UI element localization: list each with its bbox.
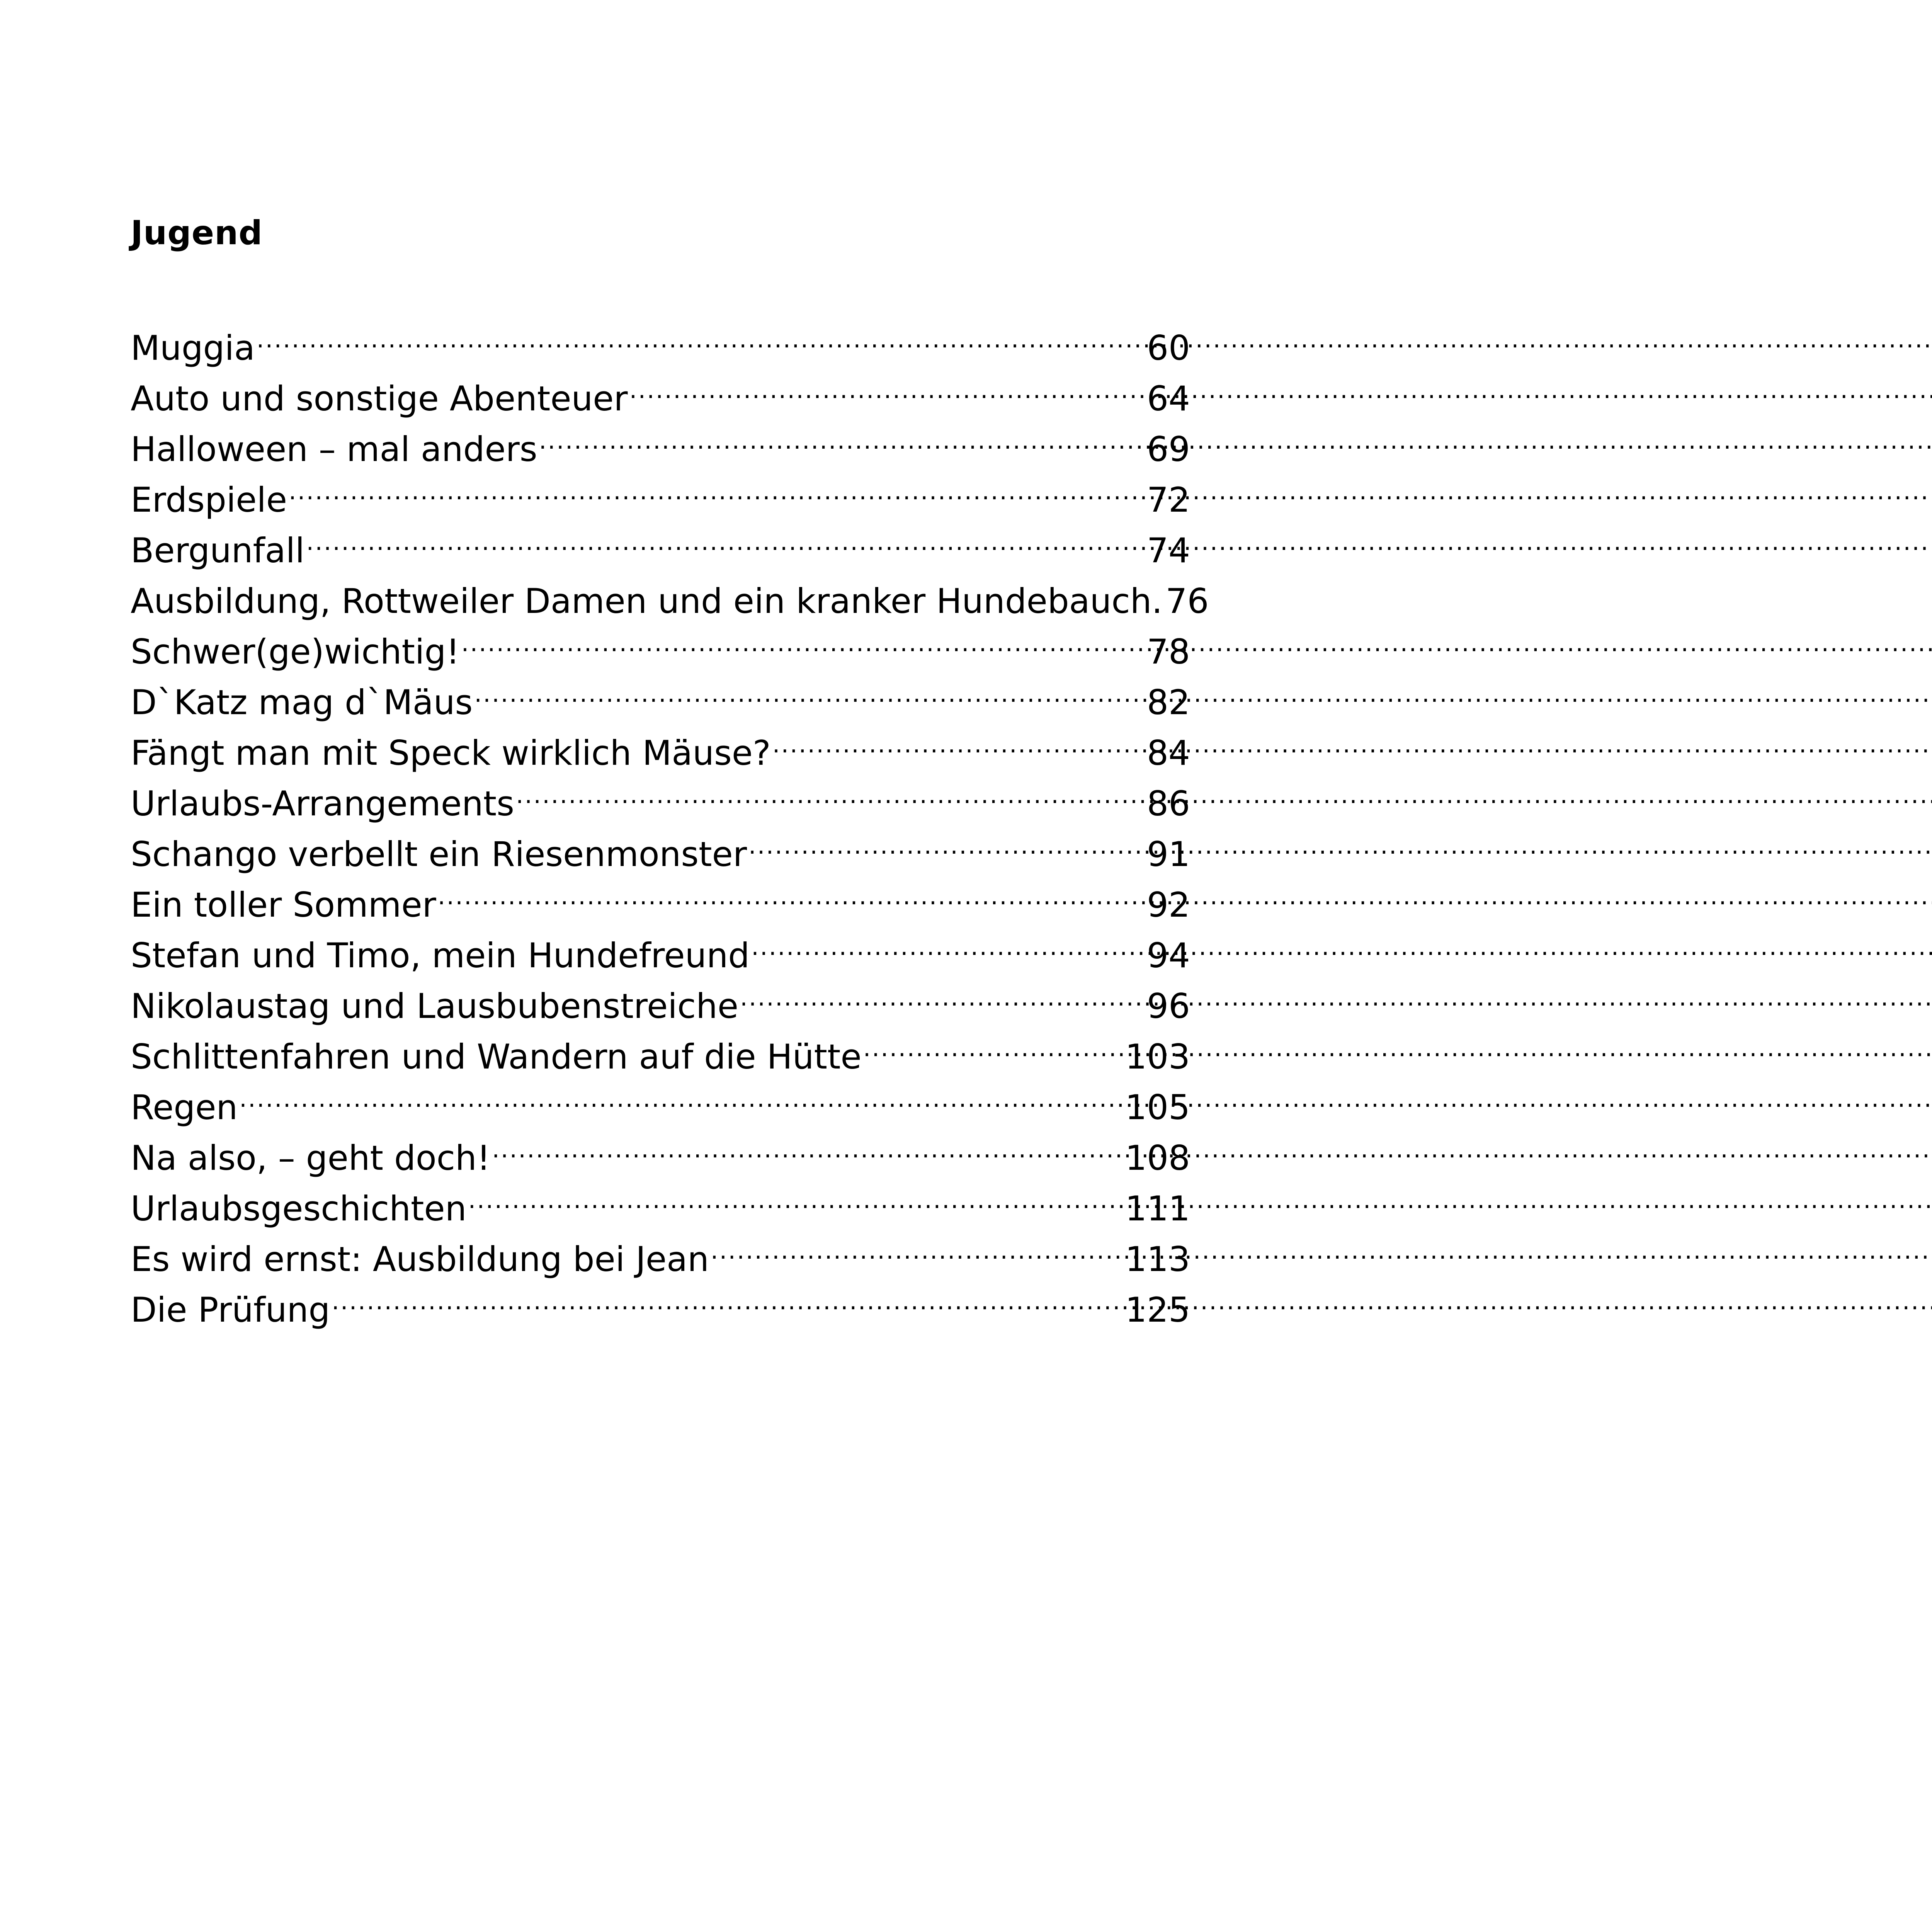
toc-entry-title: Schango verbellt ein Riesenmonster [131,834,747,874]
toc-dot-leader [257,309,1145,360]
toc-entry-page: 96 [1147,986,1190,1026]
toc-entry-page: 69 [1147,429,1190,469]
toc-entry-page: 108 [1125,1138,1190,1178]
toc-entry[interactable] [131,1119,1190,1178]
toc-entry-title: Ausbildung, Rottweiler Damen und ein kranker Hundebauch. [131,581,1163,621]
toc-entry-page: 91 [1147,834,1190,874]
toc-entry-page: 78 [1147,632,1190,672]
toc-dot-leader [306,512,1145,562]
toc-dot-leader [461,613,1145,664]
toc-entry-title: Es wird ernst: Ausbildung bei Jean [131,1239,709,1279]
toc-entry-title: Urlaubsgeschichten [131,1189,467,1229]
toc-entry-title: Regen [131,1087,238,1127]
toc-dot-leader [474,664,1145,714]
toc-entry-page: 113 [1125,1239,1190,1279]
toc-dot-leader [740,967,1145,1018]
toc-entry-title: Bergunfall [131,531,305,570]
toc-entry-page: 125 [1125,1290,1190,1330]
toc-entry-title: Ein toller Sommer [131,885,436,925]
toc-dot-leader [332,1271,1124,1322]
toc-entry-title: Na also, – geht doch! [131,1138,491,1178]
toc-dot-leader [772,714,1145,765]
toc-entry-page: 105 [1125,1087,1190,1127]
toc-entry-title: Auto und sonstige Abenteuer [131,379,628,419]
toc-entry-page: 84 [1147,733,1190,773]
toc-dot-leader [629,360,1145,410]
toc-entry-title: Fängt man mit Speck wirklich Mäuse? [131,733,771,773]
toc-entry-title: Muggia [131,328,255,368]
toc-entry-page: 82 [1147,682,1190,722]
toc-entry-title: Nikolaustag und Lausbubenstreiche [131,986,739,1026]
toc-entry-title: Schlittenfahren und Wandern auf die Hütte [131,1037,862,1077]
toc-entry-page: 74 [1147,531,1190,570]
toc-entry-page: 72 [1147,480,1190,520]
toc-dot-leader [289,461,1145,512]
toc-dot-leader [539,410,1145,461]
section-heading: Jugend [131,214,263,252]
toc-entry-title: Halloween – mal anders [131,429,537,469]
toc-dot-leader [863,1018,1124,1069]
toc-entry[interactable] [131,512,1190,570]
toc-entry-page: 64 [1147,379,1190,419]
toc-entry-page: 86 [1147,784,1190,824]
toc-entry[interactable] [131,360,1190,419]
table-of-contents [131,309,1209,1330]
toc-dot-leader [751,917,1145,967]
toc-entry[interactable] [131,461,1190,520]
toc-entry-page: 111 [1125,1189,1190,1229]
toc-dot-leader [468,1170,1124,1220]
toc-dot-leader [516,765,1145,815]
toc-entry-page: 92 [1147,885,1190,925]
toc-dot-leader [239,1069,1124,1119]
toc-entry-page: 76 [1165,581,1209,621]
toc-dot-leader [711,1220,1124,1271]
toc-entry-title: Schwer(ge)wichtig! [131,632,460,672]
toc-entry-page: 60 [1147,328,1190,368]
toc-entry-title: Erdspiele [131,480,287,520]
toc-dot-leader [438,866,1145,917]
toc-entry[interactable] [131,309,1190,368]
toc-dot-leader [492,1119,1124,1170]
toc-entry-title: D`Katz mag d`Mäus [131,682,473,722]
toc-entry-title: Stefan und Timo, mein Hundefreund [131,936,750,975]
toc-entry-title: Die Prüfung [131,1290,330,1330]
toc-entry[interactable] [131,1069,1190,1127]
toc-entry-page: 103 [1125,1037,1190,1077]
toc-entry-page: 94 [1147,936,1190,975]
toc-dot-leader [748,815,1145,866]
toc-entry-title: Urlaubs-Arrangements [131,784,514,824]
